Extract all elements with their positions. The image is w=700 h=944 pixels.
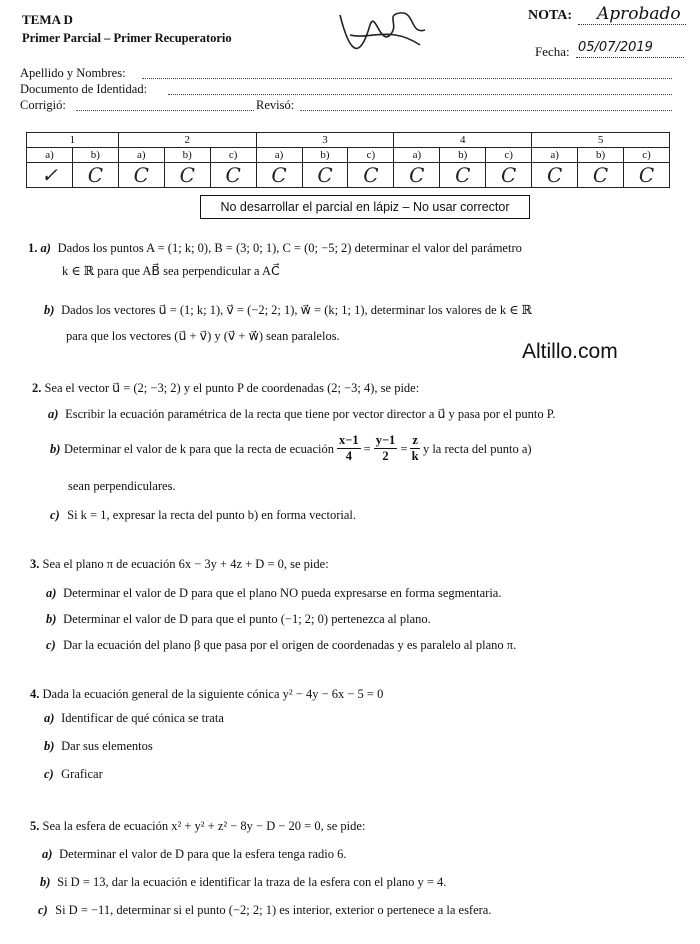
apellido-label: Apellido y Nombres: [20, 66, 126, 80]
grade-mark[interactable]: C [72, 163, 118, 188]
grade-part: b) [302, 148, 348, 163]
grade-part: c) [623, 148, 669, 163]
fecha-label: Fecha: [535, 44, 570, 59]
q3-c-label: c) [46, 638, 56, 652]
grade-group-4: 4 [394, 133, 532, 148]
q4-b-text: Dar sus elementos [61, 739, 153, 753]
q2-c [50, 507, 356, 523]
grade-part: a) [27, 148, 73, 163]
grade-mark[interactable]: C [348, 163, 394, 188]
nota-value: Aprobado [597, 4, 681, 24]
q3-b-label: b) [46, 612, 57, 626]
q5-b [40, 874, 446, 890]
fecha-value: 05/07/2019 [578, 40, 653, 55]
grade-mark[interactable]: C [256, 163, 302, 188]
q1-b-text2: para que los vectores (u⃗ + v⃗) y (v⃗ + w⃗) sean paralelos. [66, 329, 340, 343]
grade-mark[interactable]: C [486, 163, 532, 188]
q2-eq-2: = [400, 441, 408, 456]
grade-part: c) [486, 148, 532, 163]
grade-part: b) [72, 148, 118, 163]
grade-part: c) [348, 148, 394, 163]
nota-label: NOTA: [528, 8, 573, 23]
q1-a [28, 240, 522, 256]
exam-tema: TEMA D [22, 12, 73, 27]
q2-b-pre: Determinar el valor de k para que la recta de ecuación [64, 441, 334, 456]
q1-b-label: b) [44, 303, 55, 317]
q3-c-text: Dar la ecuación del plano β que pasa por el origen de coordenadas y es paralelo al plano π. [63, 638, 517, 652]
q3-intro-text: Sea el plano π de ecuación 6x − 3y + 4z + D = 0, se pide: [42, 557, 329, 571]
q2-intro [32, 380, 419, 396]
q3-a [46, 585, 501, 601]
fecha-line [576, 57, 684, 58]
q3-a-label: a) [46, 586, 57, 600]
grade-part: a) [118, 148, 164, 163]
grades-mark-row [27, 163, 670, 188]
q4-b [44, 738, 153, 754]
q4-a [44, 710, 224, 726]
grade-part: a) [394, 148, 440, 163]
q1-b [44, 302, 532, 318]
grade-mark[interactable]: C [118, 163, 164, 188]
corrigio-line[interactable] [76, 110, 254, 111]
notice-box: No desarrollar el parcial en lápiz – No usar corrector [200, 195, 530, 219]
q5-c-text: Si D = −11, determinar si el punto (−2; 2; 1) es interior, exterior o pertenece a la esfera. [55, 903, 492, 917]
q2-b-text2: sean perpendiculares. [68, 479, 176, 493]
q2-fraction-x: $\frac{x-1}{4}$ [339, 433, 359, 463]
nota-line [578, 24, 686, 25]
grade-group-1: 1 [27, 133, 119, 148]
signature-scribble [330, 5, 440, 65]
q5-a-text: Determinar el valor de D para que la esfera tenga radio 6. [59, 847, 347, 861]
q3-c [46, 637, 516, 653]
q3-a-text: Determinar el valor de D para que el plano NO pueda expresarse en forma segmentaria. [63, 586, 502, 600]
q4-c [44, 766, 103, 782]
q1-number: 1. [28, 241, 38, 255]
grade-part: b) [578, 148, 624, 163]
grade-part: a) [532, 148, 578, 163]
reviso-line[interactable] [300, 110, 672, 111]
q3-number: 3. [30, 557, 40, 571]
grade-group-5: 5 [532, 133, 670, 148]
q2-fraction-y: $\frac{y-1}{2}$ [375, 433, 396, 463]
q5-a [42, 846, 347, 862]
q2-c-text: Si k = 1, expresar la recta del punto b) en forma vectorial. [67, 508, 357, 522]
q1-a-label: a) [40, 241, 51, 255]
q3-b-text: Determinar el valor de D para que el punto (−1; 2; 0) pertenezca al plano. [63, 612, 431, 626]
q2-eq-1: = [363, 441, 371, 456]
corrigio-label: Corrigió: [20, 98, 66, 112]
grade-part: b) [164, 148, 210, 163]
q2-intro-text: Sea el vector u⃗ = (2; −3; 2) y el punto P de coordenadas (2; −3; 4), se pide: [44, 381, 420, 395]
q5-intro-text: Sea la esfera de ecuación x² + y² + z² − 8y − D − 20 = 0, se pide: [42, 819, 366, 833]
grade-mark[interactable]: C [210, 163, 256, 188]
documento-label: Documento de Identidad: [20, 82, 148, 96]
q5-b-text: Si D = 13, dar la ecuación e identificar la traza de la esfera con el plano y = 4. [57, 875, 447, 889]
q1-b-text: Dados los vectores u⃗ = (1; k; 1), v⃗ = (−2; 2; 1), w⃗ = (k; 1; 1), determinar los valores de k ∈ ℝ [61, 303, 532, 317]
q5-c [38, 902, 491, 918]
q4-intro-text: Dada la ecuación general de la siguiente cónica y² − 4y − 6x − 5 = 0 [42, 687, 384, 701]
grade-mark[interactable]: C [302, 163, 348, 188]
grade-mark[interactable]: C [440, 163, 486, 188]
q2-a [48, 406, 555, 422]
q1-a-text2: k ∈ ℝ para que AB⃗ sea perpendicular a AC⃗ [62, 264, 280, 278]
q4-a-text: Identificar de qué cónica se trata [61, 711, 224, 725]
q5-c-label: c) [38, 903, 48, 917]
grade-mark[interactable]: C [578, 163, 624, 188]
q4-b-label: b) [44, 739, 55, 753]
apellido-line[interactable] [142, 78, 672, 79]
q3-intro [30, 556, 329, 572]
q2-b-post: y la recta del punto a) [422, 441, 532, 456]
q4-c-label: c) [44, 767, 54, 781]
grade-part: b) [440, 148, 486, 163]
q2-fraction-z: $\frac{z}{k}$ [411, 433, 419, 463]
q4-number: 4. [30, 687, 40, 701]
grade-mark[interactable]: C [532, 163, 578, 188]
q4-intro [30, 686, 383, 702]
q4-a-label: a) [44, 711, 55, 725]
q4-c-text: Graficar [61, 767, 103, 781]
watermark: Altillo.com [522, 340, 618, 363]
grade-group-2: 2 [118, 133, 256, 148]
q2-b-label: b) [50, 441, 61, 456]
q5-a-label: a) [42, 847, 53, 861]
q2-c-label: c) [50, 508, 60, 522]
grade-part: c) [210, 148, 256, 163]
reviso-label: Revisó: [256, 98, 295, 112]
q2-a-label: a) [48, 407, 59, 421]
q2-a-text: Escribir la ecuación paramétrica de la recta que tiene por vector director a u⃗ y pasa por el punto P. [65, 407, 556, 421]
grades-part-row [27, 148, 670, 163]
grade-part: a) [256, 148, 302, 163]
q3-b [46, 611, 431, 627]
grade-group-3: 3 [256, 133, 394, 148]
q1-a-text: Dados los puntos A = (1; k; 0), B = (3; 0; 1), C = (0; −5; 2) determinar el valor del parámetro [57, 241, 522, 255]
q2-b [50, 433, 532, 464]
grade-mark[interactable]: ✓ [27, 163, 73, 188]
documento-line[interactable] [168, 94, 672, 95]
grades-table [26, 132, 670, 188]
q2-number: 2. [32, 381, 42, 395]
grade-mark[interactable]: C [164, 163, 210, 188]
exam-subtitle: Primer Parcial – Primer Recuperatorio [22, 31, 232, 45]
grades-group-row [27, 133, 670, 148]
q5-b-label: b) [40, 875, 51, 889]
grade-mark[interactable]: C [394, 163, 440, 188]
q5-number: 5. [30, 819, 40, 833]
grade-mark[interactable]: C [623, 163, 669, 188]
q5-intro [30, 818, 365, 834]
